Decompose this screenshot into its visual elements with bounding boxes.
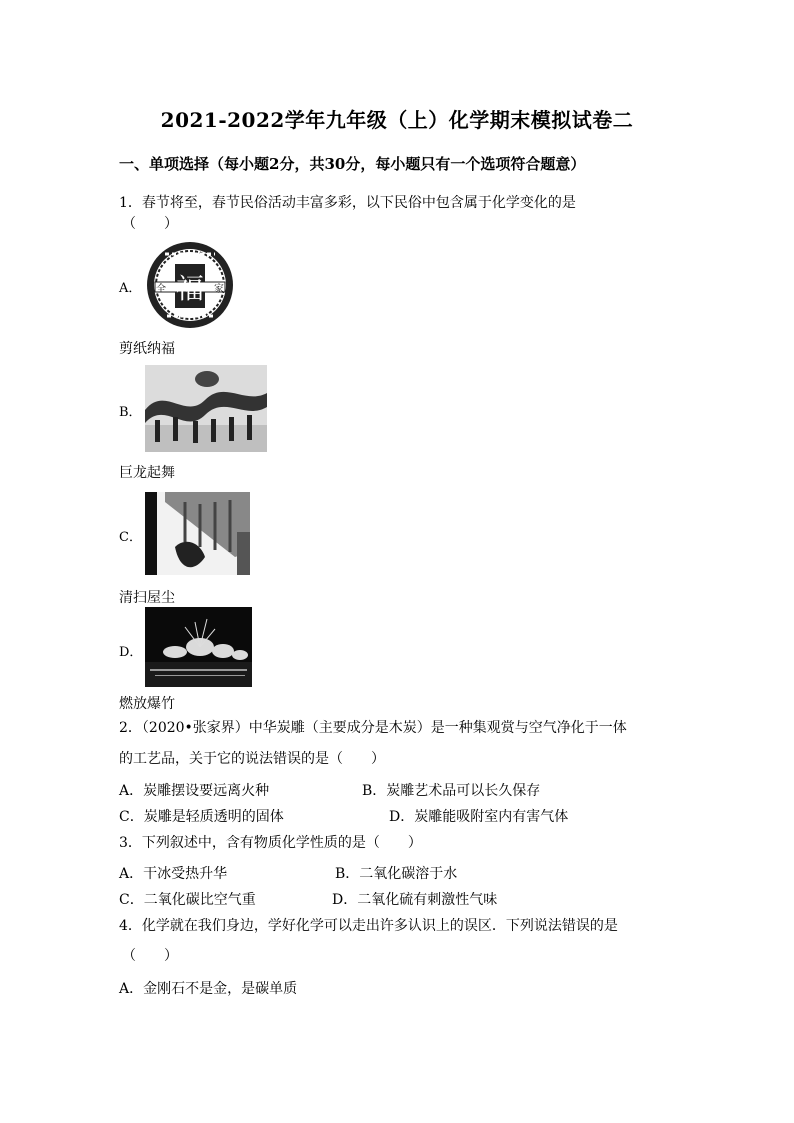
q1-option-d-caption: 燃放爆竹: [119, 696, 175, 712]
fireworks-image: [145, 607, 252, 687]
q2-stem-line1: 2．（2020•张家界）中华炭雕（主要成分是木炭）是一种集观赏与空气净化于一体: [119, 720, 627, 736]
section-heading: 一、单项选择（每小题2分，共30分，每小题只有一个选项符合题意）: [119, 155, 586, 173]
q3-option-d: D．二氧化硫有刺激性气味: [332, 892, 498, 908]
q2-option-b: B．炭雕艺术品可以长久保存: [362, 783, 541, 799]
q1-stem: 1．春节将至，春节民俗活动丰富多彩，以下民俗中包含属于化学变化的是: [119, 195, 576, 211]
q3-stem: 3．下列叙述中，含有物质化学性质的是（ ）: [119, 835, 422, 851]
q1-option-d-label: D．: [119, 645, 143, 660]
q1-paren: （ ）: [122, 216, 178, 232]
q1-option-b-label: B．: [119, 405, 142, 420]
q3-option-c: C．二氧化碳比空气重: [119, 892, 256, 908]
q3-option-b: B．二氧化碳溶于水: [335, 866, 458, 882]
q1-option-a-label: A．: [119, 281, 142, 296]
q4-option-a: A．金刚石不是金，是碳单质: [119, 981, 298, 997]
q1-option-c-caption: 清扫屋尘: [119, 590, 175, 606]
q3-option-a: A．干冰受热升华: [119, 866, 228, 882]
jia-glyph: 家: [214, 284, 224, 295]
dragon-dance-image: [145, 365, 267, 452]
q2-option-d: D．炭雕能吸附室内有害气体: [389, 809, 569, 825]
cleaning-image: [145, 492, 250, 575]
fu-glyph: 福: [175, 272, 205, 305]
q2-stem-line2: 的工艺品，关于它的说法错误的是（ ）: [119, 751, 385, 767]
q2-option-c: C．炭雕是轻质透明的固体: [119, 809, 284, 825]
q4-paren: （ ）: [122, 948, 178, 964]
q2-option-a: A．炭雕摆设要远离火种: [119, 783, 270, 799]
q1-option-b-caption: 巨龙起舞: [119, 465, 175, 481]
paper-cut-fu-image: [145, 240, 235, 330]
page-title: 2021-2022学年九年级（上）化学期末模拟试卷二: [160, 108, 634, 132]
quan-glyph: 全: [156, 284, 166, 295]
q4-stem: 4．化学就在我们身边，学好化学可以走出许多认识上的误区．下列说法错误的是: [119, 918, 618, 934]
q1-option-a-caption: 剪纸纳福: [119, 341, 175, 357]
q1-option-c-label: C．: [119, 530, 142, 545]
